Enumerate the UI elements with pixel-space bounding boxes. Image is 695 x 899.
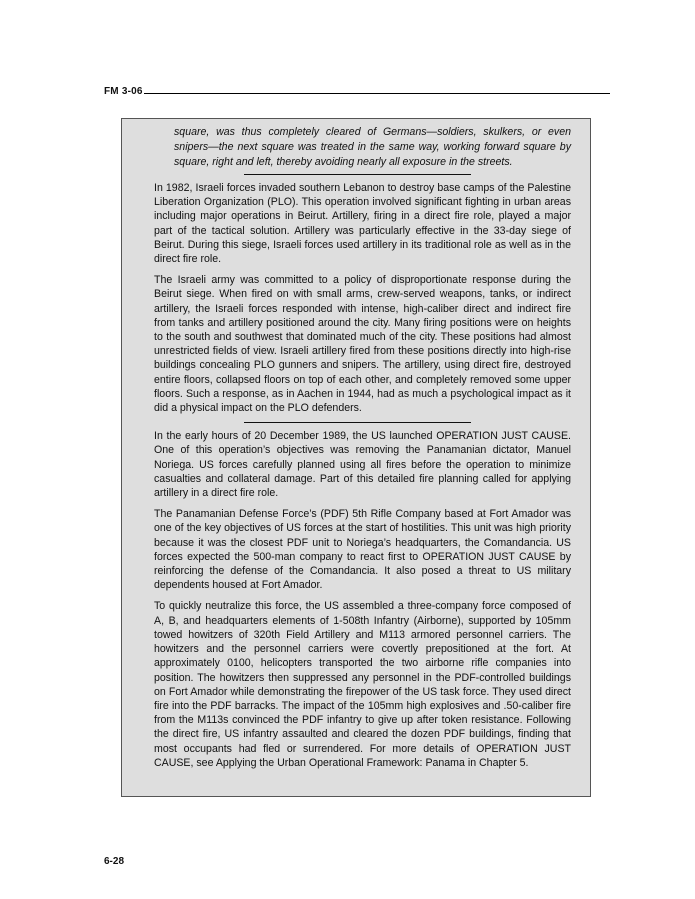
- beirut-paragraph: The Israeli army was committed to a policy of disproportionate response during the Beirut siege. When fired on with small arms, crew-served weapons, tanks, or indirect artillery, the Israeli forces responded with intense, high-caliber direct and indirect fire from tanks and artillery positioned around the city. Many firing positions were on heights to the south and southwest that dominated much of the city. These positions had almost unrestricted fields of view. Israeli artillery fired from these positions directly into high-rise buildings concealing PLO gunners and snipers. The artillery, using direct fire, destroyed entire floors, collapsed floors on top of each other, and completely removed some upper floors. Such a response, as in Aachen in 1944, had as much a psychological impact as it did a physical impact on the PLO defenders.: [154, 274, 571, 415]
- panama-paragraph: To quickly neutralize this force, the US assembled a three-company force composed of A, B, and headquarters elements of 1-508th Infantry (Airborne), supported by 105mm towed howitzers of 320th Field Artillery and M113 armored personnel carriers. The howitzers and the personnel carriers were covertly prepositioned at the fort. At approximately 0100, helicopters transported the two airborne rifle companies into position. The howitzers then suppressed any personnel in the PDF-controlled buildings on Fort Amador while demonstrating the firepower of the US task force. They used direct fire into the PDF barracks. The impact of the 105mm high explosives and .50-caliber fire from the M113s convinced the PDF infantry to give up after token resistance. Following the direct fire, US infantry assaulted and cleared the dozen PDF buildings, finding that most occupants had fled or surrendered. For more details of OPERATION JUST CAUSE, see Applying the Urban Operational Framework: Panama in Chapter 5.: [154, 600, 571, 769]
- page-number: 6-28: [104, 856, 125, 867]
- panama-paragraph: The Panamanian Defense Force’s (PDF) 5th Rifle Company based at Fort Amador was one of the key objectives of US forces at the start of hostilities. This unit was high priority because it was the closest PDF unit to Noriega’s headquarters, the Comandancia. US forces expected the 500-man company to react first to OPERATION JUST CAUSE by reinforcing the defense of the Comandancia. It also posed a threat to US military dependents housed at Fort Amador.: [154, 508, 571, 592]
- section-divider: [244, 174, 471, 175]
- panama-paragraph: In the early hours of 20 December 1989, the US launched OPERATION JUST CAUSE. One of this operation’s objectives was removing the Panamanian dictator, Manuel Noriega. US forces carefully planned using all fires before the operation to minimize casualties and collateral damage. Part of this detailed fire planning called for applying artillery in a direct fire role.: [154, 430, 571, 500]
- beirut-paragraph: In 1982, Israeli forces invaded southern Lebanon to destroy base camps of the Palestine Liberation Organization (PLO). This operation involved significant fighting in urban areas including major operations in Beirut. Artillery, firing in a direct fire role, played a major part of the tactical solution. Artillery was particularly effective in the 33-day siege of Beirut. During this siege, Israeli forces used artillery in its traditional role as well as in the direct fire role.: [154, 182, 571, 266]
- document-id: FM 3-06: [104, 86, 143, 97]
- historical-vignette-box: [121, 118, 591, 797]
- header-rule: [144, 93, 610, 94]
- section-divider: [244, 422, 471, 423]
- aachen-quote: square, was thus completely cleared of Germans—soldiers, skulkers, or even snipers—the next square was treated in the same way, working forward square by square, right and left, thereby avoiding nearly all exposure in the streets.: [174, 126, 571, 168]
